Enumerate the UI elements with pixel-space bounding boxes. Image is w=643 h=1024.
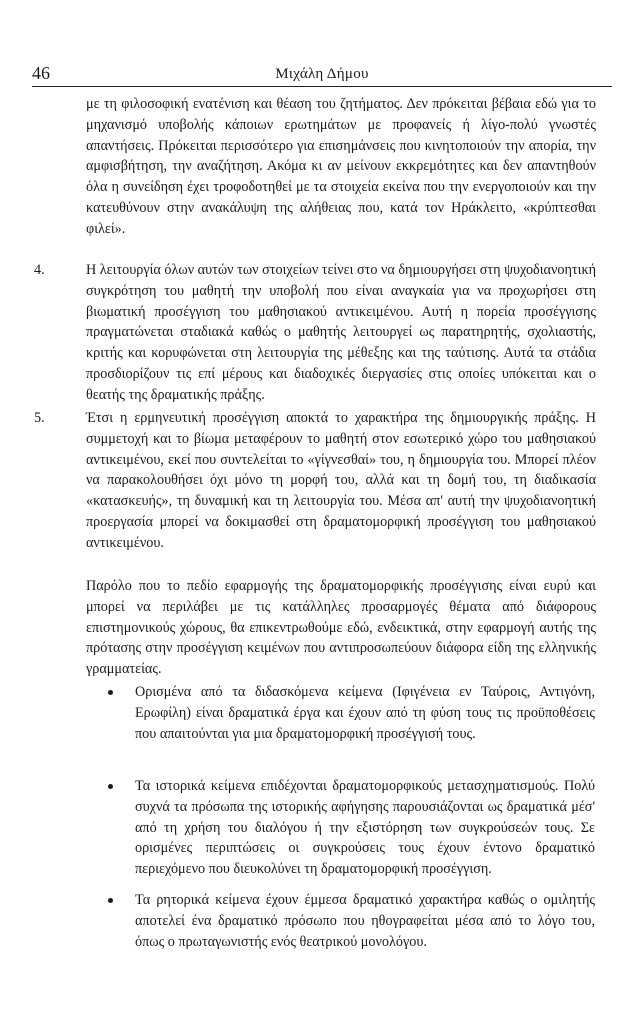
- item-text: Η λειτουργία όλων αυτών των στοιχείων τείνει στο να δημιουργήσει στη ψυχοδιανοητική συγκρότηση του μαθητή την υποβολή που είναι αναγκαία για να προχωρήσει στη βιωματική προσέγγιση του μαθησιακού αντικειμένου. Αυτή η πορεία προσέγγισης πραγματώνεται σταδιακά καθώς ο μαθητής λειτουργεί ως παρατηρητής, σχολιαστής, κριτής και κορυφώνεται στη λειτουργία της μέθεξης και της ταύτισης. Αυτά τα στάδια προσδιορίζουν τις επί μέρους και διαδοχικές διεργασίες στις οποίες υπόκειται και ο θεατής της δραματικής πράξης.: [86, 262, 597, 403]
- body-paragraph: Παρόλο που το πεδίο εφαρμογής της δραματομορφικής προσέγγισης είναι ευρύ και μπορεί να περιλάβει με τις κατάλληλες προσαρμογές θέματα από διάφορους επιστημονικούς χώρους, θα επικεντρωθούμε εδώ, ενδεικτικά, στην εφαρμογή αυτής της πρότασης στην προσέγγιση κειμένων που αντιπροσωπεύουν διάφορα είδη της ελληνικής γραμματείας.: [86, 578, 596, 678]
- continued-paragraph: με τη φιλοσοφική ενατένιση και θέαση του ζητήματος. Δεν πρόκειται βέβαια εδώ για το μηχανισμό υποβολής κάποιων ερωτημάτων με προφανείς ή λίγο-πολύ γνωστές απαντήσεις. Πρόκειται περισσότερο για επισημάνσεις που κινητοποιούν την απορία, την αμφισβήτηση, την αναζήτηση. Ακόμα κι αν μείνουν εκκρεμότητες και δεν απαντηθούν όλα η συνείδηση έχει τροφοδοτηθεί με τα στοιχεία εκείνα που την ενεργοποιούν και την κατευθύνουν στην ανακάλυψη της αλήθειας που, κατά τον Ηράκλειτο, «κρύπτεσθαι φιλεί».: [86, 96, 596, 237]
- item-number: 5.: [34, 410, 45, 426]
- item-number: 4.: [34, 262, 45, 278]
- item-text: Έτσι η ερμηνευτική προσέγγιση αποκτά το χαρακτήρα της δημιουργικής πράξης. Η συμμετοχή και το βίωμα μεταφέρουν το μαθητή στον εσωτερικό χώρο του μαθησιακού αντικειμένου, εκεί που συντελείται το «γίγνεσθαί» του, η δημιουργία του. Μπορεί πλέον να παρακολουθήσει όχι μόνο τη μορφή του, αλλά και τη δομή του, τη διαδικασία «κατασκευής», τη δυναμική και τη λειτουργία του. Μέσα απ' αυτή την ψυχοδιανοητική προεργασία μπορεί να δοκιμασθεί στη δραματομορφική προσέγγιση του μαθησιακού αντικειμένου.: [86, 410, 596, 551]
- bullet-text: Τα ρητορικά κείμενα έχουν έμμεσα δραματικό χαρακτήρα καθώς ο ομιλητής αποτελεί ένα δραματικό πρόσωπο που ηθογραφείται μέσα από το λόγο του, όπως ο πρωταγωνιστής ενός θεατρικού μονολόγου.: [135, 892, 595, 950]
- bullet-text: Τα ιστορικά κείμενα επιδέχονται δραματομορφικούς μετασχηματισμούς. Πολύ συχνά τα πρόσωπα της ιστορικής αφήγησης παρουσιάζονται ως δραματικά μέσ' από τη χρήση του διαλόγου ή την εξιστόρηση των συγκρούσεών τους. Σε ορισμένες περιπτώσεις οι συγκρούσεις τους έχουν έντονο δραματικό περιεχόμενο που διευκολύνει τη δραματομορφική προσέγγιση.: [135, 778, 595, 878]
- bullet-text: Ορισμένα από τα διδασκόμενα κείμενα (Ιφιγένεια εν Ταύροις, Αντιγόνη, Ερωφίλη) είναι δραματικά έργα και έχουν από τη φύση τους τις προϋποθέσεις που απαιτούνται για μια δραματομορφική προσέγγισή τους.: [135, 684, 595, 742]
- running-head-author: Μιχάλη Δήμου: [275, 66, 369, 82]
- bullet-icon: [108, 784, 113, 789]
- bullet-icon: [108, 898, 113, 903]
- page-header: [32, 62, 612, 87]
- page-number: 46: [32, 63, 50, 83]
- bullet-icon: [108, 690, 113, 695]
